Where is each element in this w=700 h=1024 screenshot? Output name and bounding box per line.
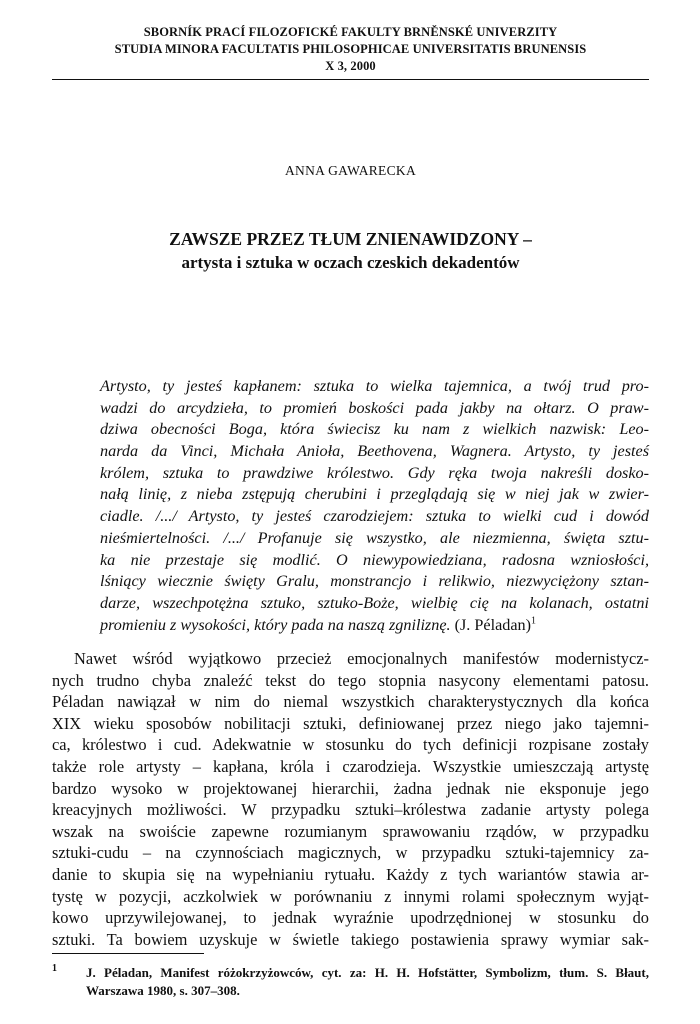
- journal-header-line-3: X 3, 2000: [325, 59, 376, 73]
- body-line: wszak na swoiście zapewne rozumianym sprawowaniu rządów, w przypadku: [52, 821, 649, 841]
- body-line: tystę w pozycji, aczkolwiek w porównaniu z innymi rolami społecznym wyjąt-: [52, 886, 649, 906]
- body-line: Nawet wśród wyjątkowo przecież emocjonalnych manifestów modernistycz-: [74, 649, 649, 668]
- epigraph-attribution: (J. Péladan): [454, 615, 532, 634]
- footnote-reference[interactable]: 1: [531, 615, 537, 627]
- epigraph-line: lśniący wiecznie święty Gralu, monstrancjo i relikwio, niezwyciężony sztan-: [100, 572, 649, 591]
- epigraph-line: promieniu z wysokości, który pada na naszą zgniliznę. (J. Péladan)$^1$: [100, 615, 537, 634]
- epigraph-line: ka nie przestaje się modlić. O niewypowiedziana, radosna wzniosłości,: [100, 550, 649, 569]
- body-line: kowo uprzywilejowanej, to jednak wyraźnie upodrzędnionej w stosunku do: [52, 908, 649, 928]
- journal-header-line-1: SBORNÍK PRACÍ FILOZOFICKÉ FAKULTY BRNĚNSKÉ UNIVERZITY: [143, 25, 558, 39]
- body-paragraph: [52, 648, 649, 950]
- journal-header: [52, 24, 649, 75]
- footnote-divider: [52, 953, 204, 954]
- epigraph-line: wadzi do arcydzieła, to promień boskości pada jakby na ołtarz. O praw-: [100, 398, 649, 417]
- article-title: ZAWSZE PRZEZ TŁUM ZNIENAWIDZONY –: [169, 229, 532, 249]
- epigraph-line: królem, sztuka to prawdziwe królestwo. Gdy ręka twoja nakreśli dosko-: [100, 463, 649, 482]
- body-line: ca, królestwo i cud. Adekwatnie w stosunku do tych definicji rozpisane zostały: [52, 735, 649, 755]
- epigraph-line: narda da Vinci, Michała Anioła, Beethovena, Wagnera. Artysto, ty jesteś: [100, 442, 649, 461]
- journal-header-line-2: STUDIA MINORA FACULTATIS PHILOSOPHICAE UNIVERSITATIS BRUNENSIS: [114, 42, 587, 56]
- body-line: sztuki-cudu – na czynnościach magicznych, w przypadku sztuki-tajemnicy za-: [52, 843, 649, 863]
- epigraph-line: dziwa obecności Boga, która świecisz ku nam z wielkich nazwisk: Leo-: [100, 420, 649, 439]
- body-line: sztuki. Ta bowiem uzyskuje w świetle takiego postawienia sprawy wymiar sak-: [52, 929, 649, 949]
- footnote-number: 1: [52, 963, 57, 974]
- epigraph: [100, 376, 649, 636]
- footnote-line: J. Péladan, Manifest różokrzyżowców, cyt. za: H. H. Hofstätter, Symbolizm, tłum. S. Błaut,: [86, 965, 649, 980]
- epigraph-line: ciadle. /.../ Artysto, ty jesteś czarodziejem: sztuka to wielki cud i dowód: [100, 507, 649, 526]
- article-subtitle: artysta i sztuka w oczach czeskich dekadentów: [181, 253, 520, 272]
- author-name: ANNA GAWARECKA: [285, 163, 416, 178]
- epigraph-line: nałą linię, z nieba zstępują cherubini i przeglądają się w niej jak w zwier-: [100, 485, 649, 504]
- footnote-line: Warszawa 1980, s. 307–308.: [86, 983, 240, 998]
- epigraph-line: nieśmiertelności. /.../ Profanuje się wszystko, ale niezmienna, święta sztu-: [100, 528, 649, 547]
- footnote: [52, 964, 649, 1000]
- epigraph-line: darze, wszechpotężna sztuko, sztuko-Boże, wielbię cię na kolanach, ostatni: [100, 593, 649, 612]
- body-line: nych trudno chyba znaleźć tekst do tego stopnia nasycony elementami patosu.: [52, 670, 649, 690]
- body-line: danie to skupia się na wypełnianiu rytuału. Każdy z tych wariantów stawia ar-: [52, 864, 649, 884]
- body-line: bardzo wysoko w projektowanej hierarchii, żadna jednak nie eksponuje jego: [52, 778, 649, 798]
- epigraph-line: Artysto, ty jesteś kapłanem: sztuka to wielka tajemnica, a twój trud pro-: [100, 377, 649, 395]
- header-divider: [52, 79, 649, 80]
- body-line: kreacyjnych możliwości. W przypadku sztuki–królestwa zadanie artysty polega: [52, 800, 649, 820]
- body-line: także role artysty – kapłana, króla i czarodzieja. Wszystkie umieszczają artystę: [52, 756, 649, 776]
- body-line: Péladan nawiązał w nim do niemal wszystkich charakterystycznych dla końca: [52, 692, 649, 712]
- body-line: XIX wieku sposobów nobilitacji sztuki, definiowanej przez niego jako tajemni-: [52, 713, 649, 733]
